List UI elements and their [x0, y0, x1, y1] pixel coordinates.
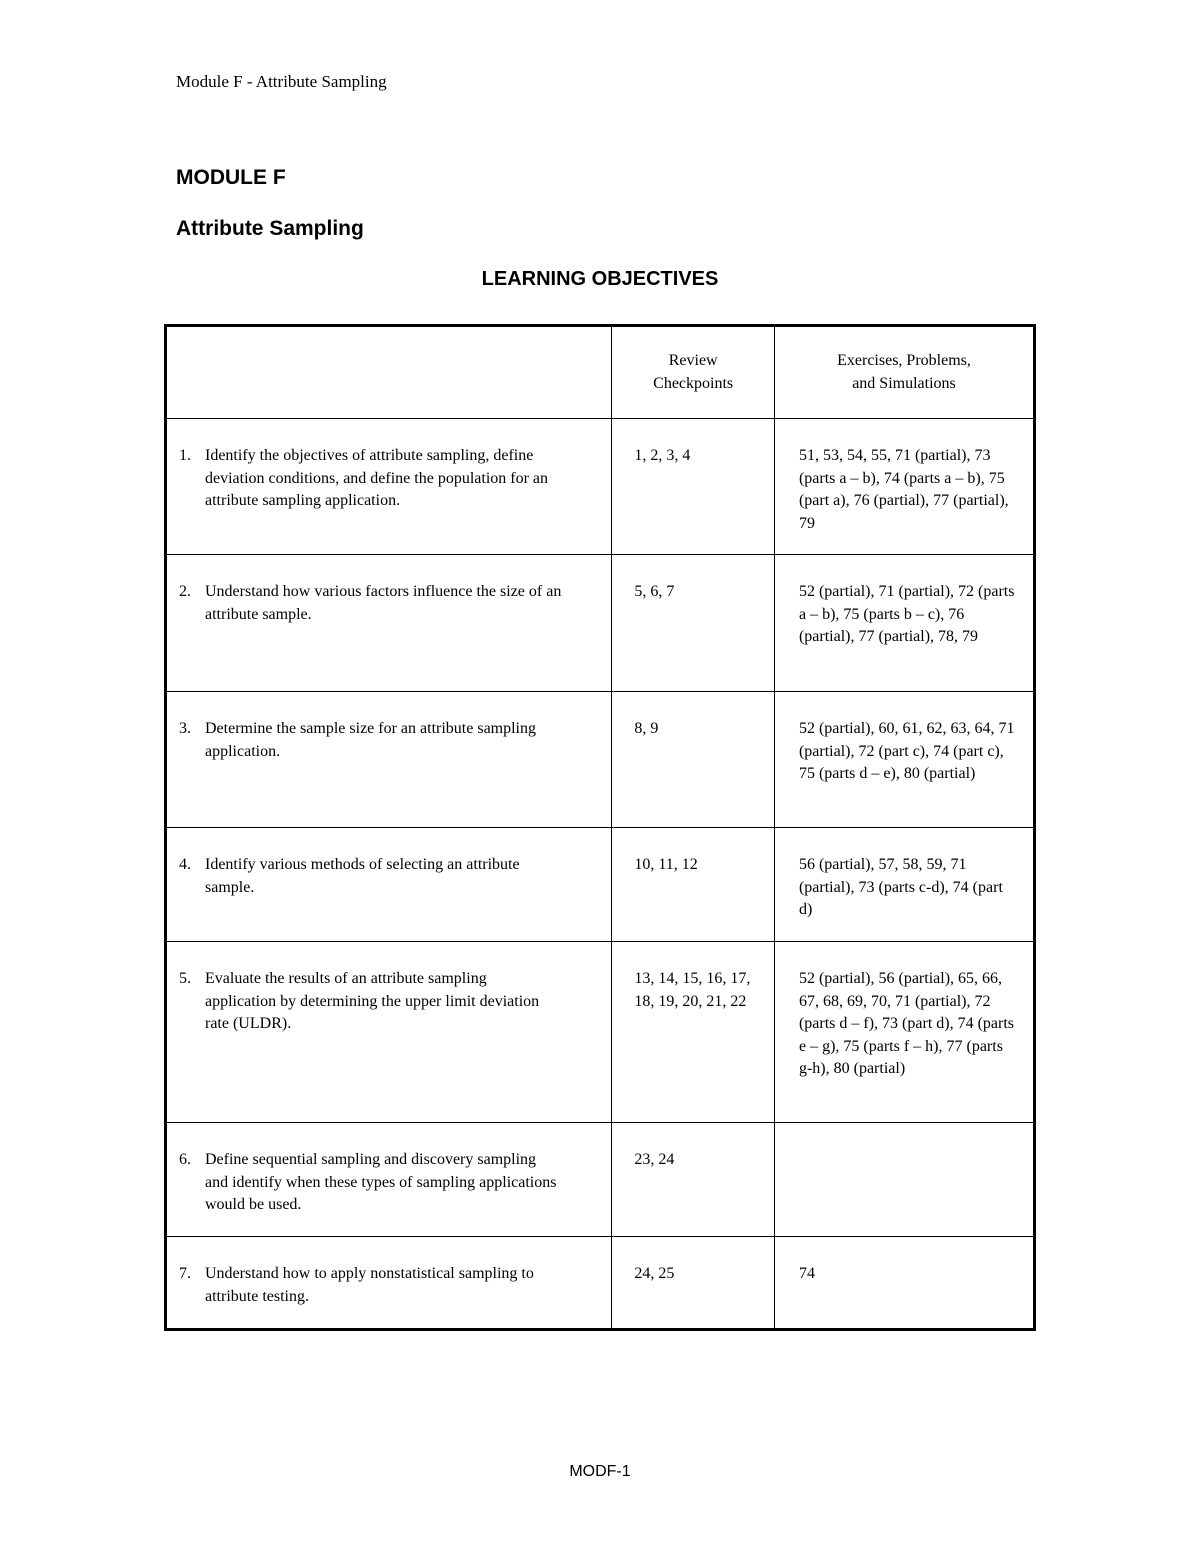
review-text: 5, 6, 7: [634, 583, 675, 600]
header-objective: [166, 326, 612, 419]
exercises-cell: [774, 555, 1034, 692]
module-title: MODULE F: [176, 166, 286, 189]
objective-cell: [166, 942, 612, 1123]
objective-number: 4.: [179, 856, 191, 873]
objective-number: 7.: [179, 1265, 191, 1282]
exercises-cell: [774, 692, 1034, 828]
table-row: [166, 1237, 1035, 1330]
review-text: 23, 24: [634, 1151, 675, 1168]
exercises-cell: [774, 828, 1034, 942]
objective-text: Understand how various factors influence the size of an attribute sample.: [205, 583, 562, 623]
objective-cell: [166, 692, 612, 828]
running-header: Module F - Attribute Sampling: [176, 72, 387, 91]
table-row: [166, 942, 1035, 1123]
objective-cell: [166, 828, 612, 942]
objective-cell: [166, 419, 612, 555]
objective-cell: [166, 1237, 612, 1330]
exercises-text: 52 (partial), 60, 61, 62, 63, 64, 71 (partial), 72 (part c), 74 (part c), 75 (parts d – e), 80 (partial): [798, 720, 1015, 782]
exercises-text: 52 (partial), 71 (partial), 72 (parts a – b), 75 (parts b – c), 76 (partial), 77 (partial), 78, 79: [798, 583, 1015, 645]
objective-number: 5.: [179, 970, 191, 987]
table-header-row: [166, 326, 1035, 419]
review-cell: [612, 1123, 775, 1237]
review-cell: [612, 828, 775, 942]
review-cell: [612, 419, 775, 555]
page-number: MODF-1: [569, 1463, 631, 1480]
table-row: [166, 1123, 1035, 1237]
review-cell: [612, 942, 775, 1123]
exercises-text: [775, 1123, 1033, 1159]
header-exercises-line2: and Simulations: [852, 374, 956, 392]
exercises-text: 74: [798, 1265, 815, 1282]
header-exercises-line1: Exercises, Problems,: [837, 352, 971, 369]
exercises-cell: [774, 1123, 1034, 1237]
objective-text: Identify the objectives of attribute sampling, define deviation conditions, and define the population for an attribute sampling application.: [205, 447, 549, 509]
table-row: [166, 555, 1035, 692]
review-cell: [612, 1237, 775, 1330]
objective-text: Determine the sample size for an attribute sampling application.: [205, 720, 536, 760]
exercises-cell: [774, 942, 1034, 1123]
table-row: [166, 828, 1035, 942]
review-cell: [612, 692, 775, 828]
exercises-cell: [774, 419, 1034, 555]
section-title: LEARNING OBJECTIVES: [481, 268, 719, 290]
exercises-text: 51, 53, 54, 55, 71 (partial), 73 (parts a – b), 74 (parts a – b), 75 (part a), 76 (partial), 77 (partial), 79: [798, 447, 1009, 532]
objective-cell: [166, 555, 612, 692]
table-row: [166, 692, 1035, 828]
header-review-checkpoints: [612, 326, 775, 419]
objective-cell: [166, 1123, 612, 1237]
objective-text: Evaluate the results of an attribute sampling application by determining the upper limit deviation rate (ULDR).: [205, 970, 540, 1032]
exercises-text: 56 (partial), 57, 58, 59, 71 (partial), 73 (parts c-d), 74 (part d): [798, 856, 1003, 918]
review-text: 24, 25: [634, 1265, 675, 1282]
review-text: 13, 14, 15, 16, 17, 18, 19, 20, 21, 22: [634, 970, 751, 1010]
objective-text: Define sequential sampling and discovery sampling and identify when these types of sampling applications would be used.: [205, 1151, 557, 1213]
objective-text: Understand how to apply nonstatistical sampling to attribute testing.: [205, 1265, 534, 1305]
exercises-text: 52 (partial), 56 (partial), 65, 66, 67, 68, 69, 70, 71 (partial), 72 (parts d – f), 73 (part d), 74 (parts e – g), 75 (parts f – h), 77 (parts g-h), 80 (partial): [798, 970, 1015, 1077]
header-review-line2: Checkpoints: [653, 374, 734, 392]
review-cell: [612, 555, 775, 692]
exercises-cell: [774, 1237, 1034, 1330]
review-text: 10, 11, 12: [634, 856, 698, 873]
table-row: [166, 419, 1035, 555]
objective-number: 3.: [179, 720, 191, 737]
objective-number: 1.: [179, 447, 191, 464]
review-text: 1, 2, 3, 4: [634, 447, 691, 464]
objective-number: 6.: [179, 1151, 191, 1168]
objective-number: 2.: [179, 583, 191, 600]
module-subtitle: Attribute Sampling: [176, 217, 364, 240]
header-review-line1: Review: [668, 352, 718, 369]
header-exercises: [774, 326, 1034, 419]
objective-text: Identify various methods of selecting an attribute sample.: [205, 856, 520, 896]
review-text: 8, 9: [634, 720, 659, 737]
learning-objectives-table: [164, 324, 1036, 1331]
